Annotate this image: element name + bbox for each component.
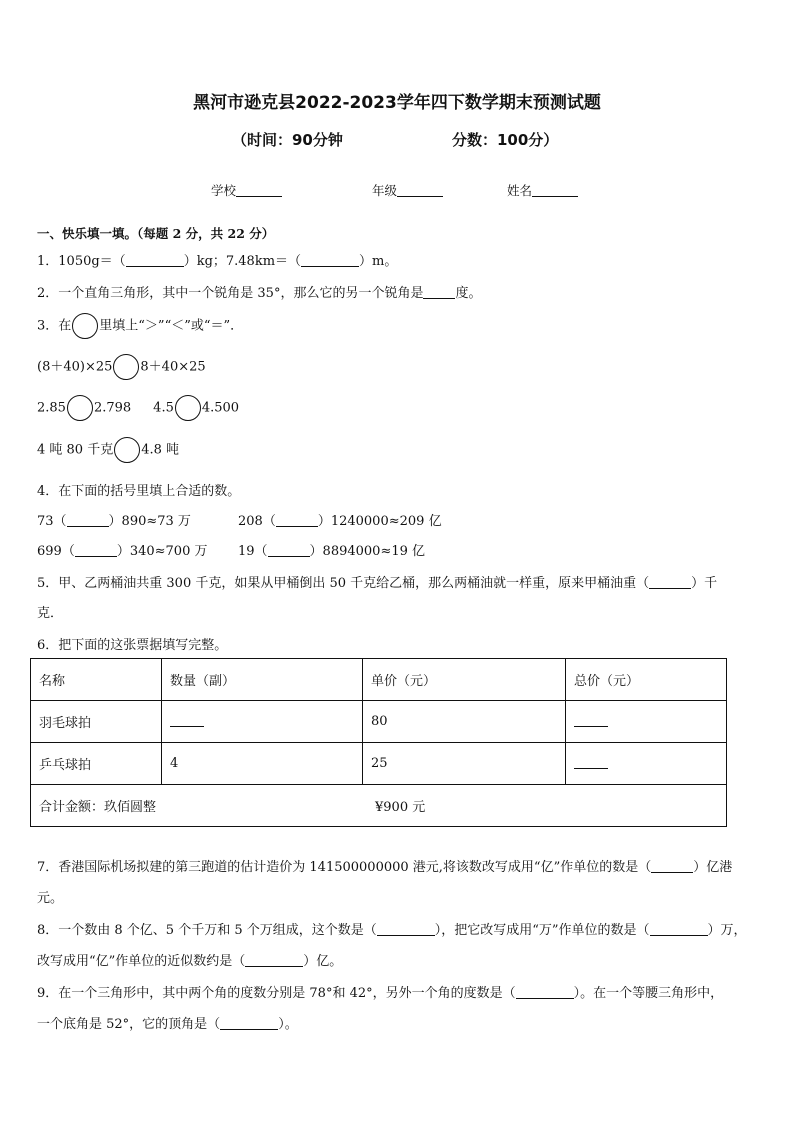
question-8-cont: 改写成用“亿”作单位的近似数约是（ ）亿。 <box>37 954 343 969</box>
table-header-row <box>31 659 727 701</box>
time-label: （时间：90分钟 <box>232 131 343 149</box>
grade-blank[interactable] <box>397 184 443 197</box>
answer-blank[interactable] <box>220 1017 278 1030</box>
answer-blank[interactable] <box>245 954 303 967</box>
answer-blank[interactable] <box>423 286 455 299</box>
compare-row-3: 4 吨 80 千克 4.8 吨 <box>37 437 179 463</box>
compare-row-1: (8＋40)×25 8＋40×25 <box>37 354 206 380</box>
question-1: 1．1050g＝（ ）kg；7.48km＝（ ）m。 <box>37 254 398 269</box>
qty-cell <box>162 701 363 743</box>
item-name: 羽毛球拍 <box>31 701 162 743</box>
compare-circle[interactable] <box>114 437 140 463</box>
question-6: 6．把下面的这张票据填写完整。 <box>37 638 228 653</box>
grade-label: 年级 <box>372 183 398 198</box>
compare-circle-icon <box>72 313 98 339</box>
name-blank[interactable] <box>532 184 578 197</box>
name-label: 姓名 <box>507 183 533 198</box>
total-amount-cell <box>31 785 727 827</box>
table-row <box>31 701 727 743</box>
question-7-cont: 元。 <box>37 891 64 906</box>
question-9: 9．在一个三角形中，其中两个角的度数分别是 78°和 42°，另外一个角的度数是（ ）。在一个等腰三角形中， <box>37 986 724 1001</box>
estimate-item-2: 208（ ）1240000≈209 亿 <box>238 514 442 529</box>
price-cell: 80 <box>363 701 566 743</box>
answer-blank[interactable] <box>67 514 109 527</box>
total-value: ¥900 元 <box>375 800 426 815</box>
question-2: 2．一个直角三角形，其中一个锐角是 35°，那么它的另一个锐角是 度。 <box>37 286 482 301</box>
question-5-cont: 克． <box>37 606 64 621</box>
answer-blank[interactable] <box>651 860 693 873</box>
answer-blank[interactable] <box>276 514 318 527</box>
answer-blank[interactable] <box>574 714 608 727</box>
estimate-item-3: 699（ ）340≈700 万 <box>37 544 208 559</box>
question-3: 3．在 里填上“＞”“＜”或“＝”． <box>37 313 243 339</box>
answer-blank[interactable] <box>268 544 310 557</box>
grade-field <box>372 181 443 199</box>
compare-circle[interactable] <box>113 354 139 380</box>
answer-blank[interactable] <box>516 986 574 999</box>
qty-cell: 4 <box>162 743 363 785</box>
question-4: 4．在下面的括号里填上合适的数。 <box>37 484 241 499</box>
answer-blank[interactable] <box>649 576 691 589</box>
answer-blank[interactable] <box>126 254 184 267</box>
total-cell <box>566 701 727 743</box>
question-9-cont: 一个底角是 52°，它的顶角是（ ）。 <box>37 1017 298 1032</box>
answer-blank[interactable] <box>574 756 608 769</box>
answer-blank[interactable] <box>170 714 204 727</box>
question-8: 8．一个数由 8 个亿、5 个千万和 5 个万组成，这个数是（ ），把它改写成用“万”作单位的数是（ ）万， <box>37 923 747 938</box>
answer-blank[interactable] <box>301 254 359 267</box>
question-5: 5．甲、乙两桶油共重 300 千克，如果从甲桶倒出 50 千克给乙桶，那么两桶油就一样重，原来甲桶油重（ ）千 <box>37 576 718 591</box>
answer-blank[interactable] <box>650 923 708 936</box>
question-7: 7．香港国际机场拟建的第三跑道的估计造价为 141500000000 港元,将该数改写成用“亿”作单位的数是（ ）亿港 <box>37 860 733 875</box>
header-name: 名称 <box>31 659 162 701</box>
answer-blank[interactable] <box>75 544 117 557</box>
header-total: 总价（元） <box>566 659 727 701</box>
compare-row-2: 2.85 2.798 4.5 4.500 <box>37 395 239 421</box>
estimate-item-1: 73（ ）890≈73 万 <box>37 514 191 529</box>
total-cell <box>566 743 727 785</box>
school-field <box>211 181 282 199</box>
table-total-row <box>31 785 727 827</box>
school-label: 学校 <box>211 183 237 198</box>
total-label: 合计金额：玖佰圆整 <box>39 800 157 815</box>
score-label: 分数：100分） <box>452 131 559 149</box>
page-title: 黑河市逊克县2022-2023学年四下数学期末预测试题 <box>193 93 601 113</box>
header-qty: 数量（副） <box>162 659 363 701</box>
compare-circle[interactable] <box>67 395 93 421</box>
section-heading: 一、快乐填一填。（每题 2 分，共 22 分） <box>37 226 275 241</box>
name-field <box>507 181 578 199</box>
school-blank[interactable] <box>236 184 282 197</box>
header-price: 单价（元） <box>363 659 566 701</box>
item-name: 乒乓球拍 <box>31 743 162 785</box>
estimate-item-4: 19（ ）8894000≈19 亿 <box>238 544 426 559</box>
answer-blank[interactable] <box>377 923 435 936</box>
compare-circle[interactable] <box>175 395 201 421</box>
table-row <box>31 743 727 785</box>
receipt-table <box>30 658 727 827</box>
price-cell: 25 <box>363 743 566 785</box>
